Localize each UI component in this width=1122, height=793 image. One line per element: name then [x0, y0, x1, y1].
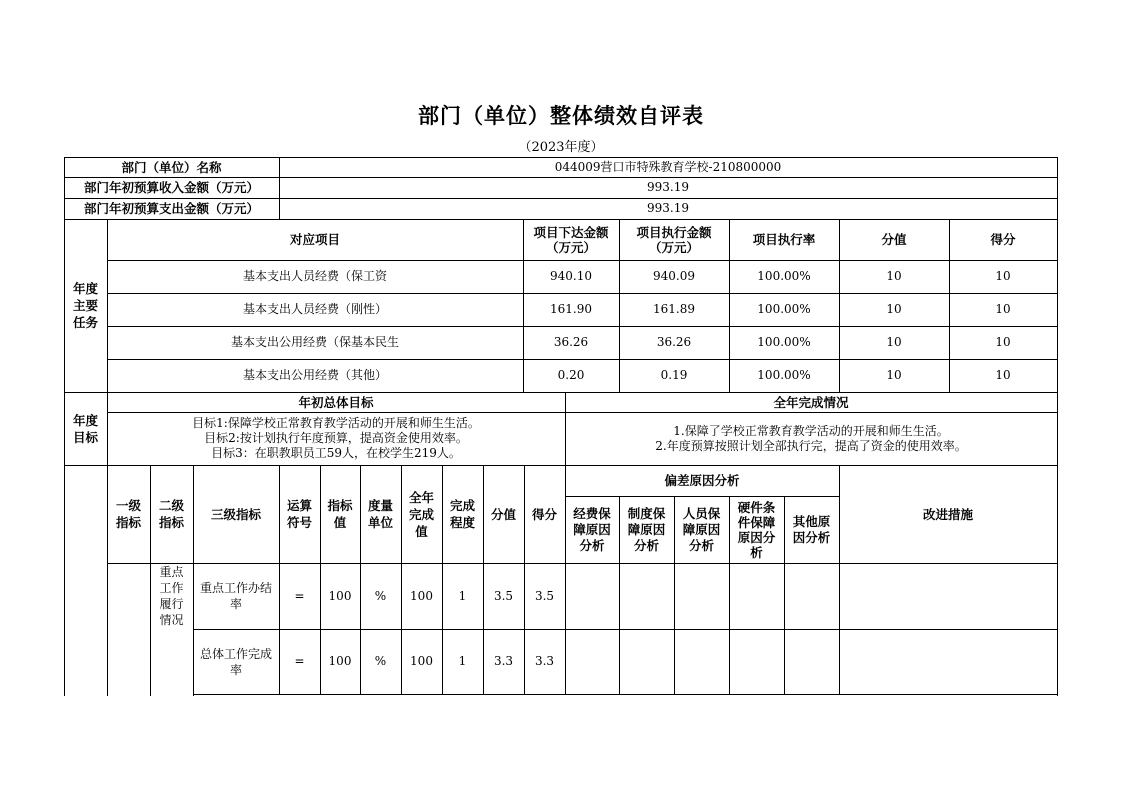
- ind-row-score-value: 3.3: [493, 654, 514, 668]
- ind-header-system: 制度保 障原因 分析: [627, 505, 666, 553]
- tasks-header-score: 得分: [990, 232, 1016, 247]
- task-project: 基本支出公用经费（保基本民生: [230, 335, 399, 349]
- ind-level2-key-work: 重点 工作 履行 情况: [159, 565, 184, 627]
- task-allocated: 161.90: [550, 302, 592, 316]
- task-executed: 940.09: [653, 269, 695, 283]
- tasks-section-label: 年度 主要 任务: [72, 281, 98, 330]
- ind-row-degree: 1: [458, 654, 467, 668]
- tasks-header-allocated: 项目下达金额（万元）: [533, 224, 609, 255]
- ind-header-hardware: 硬件条 件保障 原因分 析: [737, 499, 776, 560]
- ind-row-unit: %: [374, 654, 387, 668]
- ind-header-degree: 完成 程度: [449, 498, 475, 530]
- ind-row-actual: 100: [410, 654, 433, 668]
- goals-completion-header: 全年完成情况: [773, 394, 849, 410]
- info-label-income-budget: 部门年初预算收入金额（万元）: [83, 180, 259, 195]
- ind-header-actual: 全年 完成 值: [408, 489, 434, 539]
- ind-row-degree: 1: [458, 588, 467, 603]
- ind-header-level2: 二级 指标: [158, 498, 184, 530]
- ind-header-operator: 运算 符号: [286, 498, 312, 530]
- goals-section-label: 年度 目标: [72, 412, 98, 445]
- tasks-header-rate: 项目执行率: [752, 232, 816, 247]
- tasks-header-executed: 项目执行金额（万元）: [636, 224, 712, 255]
- info-label-unit-name: 部门（单位）名称: [121, 159, 222, 175]
- ind-row-operator: =: [294, 654, 305, 668]
- task-allocated: 36.26: [553, 335, 589, 349]
- ind-header-funding: 经费保 障原因 分析: [573, 505, 611, 553]
- task-executed: 161.89: [653, 302, 695, 316]
- task-project: 基本支出人员经费（刚性）: [242, 302, 387, 316]
- goals-initial-text: [107, 412, 565, 465]
- ind-row-score-value: 3.5: [493, 588, 514, 603]
- task-score: 10: [995, 269, 1011, 283]
- info-value-unit-name: 044009营口市特殊教育学校-210800000: [554, 159, 782, 174]
- ind-header-target: 指标 值: [327, 498, 353, 530]
- ind-header-other: 其他原 因分析: [792, 513, 831, 545]
- info-label-expense-budget: 部门年初预算支出金额（万元）: [83, 201, 259, 216]
- page-title: 部门（单位）整体绩效自评表: [418, 104, 704, 128]
- info-value-expense-budget: 993.19: [647, 201, 689, 215]
- ind-header-deviation: 偏差原因分析: [664, 473, 740, 488]
- ind-row-actual: 100: [410, 588, 433, 603]
- task-score-value: 10: [886, 368, 902, 382]
- ind-header-improve: 改进措施: [922, 506, 973, 522]
- task-score-value: 10: [886, 269, 902, 283]
- task-project: 基本支出人员经费（保工资: [242, 269, 387, 283]
- ind-header-level3: 三级指标: [210, 506, 261, 522]
- task-rate: 100.00%: [757, 335, 811, 349]
- completion-line: 1.保障了学校正常教育教学活动的开展和师生生活。: [673, 423, 949, 438]
- ind-header-score: 得分: [531, 506, 557, 522]
- ind-row-score: 3.5: [534, 588, 555, 603]
- task-rate: 100.00%: [757, 368, 811, 382]
- task-score: 10: [995, 368, 1011, 382]
- task-executed: 36.26: [656, 335, 692, 349]
- task-allocated: 940.10: [550, 269, 592, 283]
- ind-row-score: 3.3: [534, 654, 555, 668]
- completion-line: 2.年度预算按照计划全部执行完，提高了资金的使用效率。: [655, 438, 967, 453]
- ind-header-level1: 一级 指标: [115, 498, 141, 530]
- ind-header-score-value: 分值: [490, 506, 516, 522]
- ind-header-personnel: 人员保 障原因 分析: [682, 505, 721, 553]
- ind-row-unit: %: [374, 588, 387, 603]
- tasks-header-score-value: 分值: [881, 232, 907, 247]
- goals-initial-header: 年初总体目标: [298, 394, 374, 410]
- task-score-value: 10: [886, 335, 902, 349]
- goal-line: 目标1:保障学校正常教育教学活动的开展和师生生活。: [192, 416, 480, 430]
- task-project: 基本支出公用经费（其他）: [242, 368, 387, 382]
- task-allocated: 0.20: [557, 368, 585, 382]
- task-executed: 0.19: [660, 368, 688, 382]
- task-score-value: 10: [886, 302, 902, 316]
- goal-line: 目标3：在职教职员工59人，在校学生219人。: [211, 446, 461, 460]
- task-rate: 100.00%: [757, 302, 811, 316]
- ind-row-name: 重点工作办结 率: [199, 581, 272, 611]
- ind-row-name: 总体工作完成 率: [199, 646, 272, 677]
- info-value-income-budget: 993.19: [647, 180, 689, 194]
- ind-row-target: 100: [328, 588, 352, 603]
- task-rate: 100.00%: [757, 269, 811, 283]
- page-subtitle: （2023年度）: [518, 140, 604, 155]
- goals-completion-text: [565, 412, 1057, 465]
- ind-header-unit: 度量 单位: [367, 498, 393, 530]
- tasks-header-project: 对应项目: [289, 232, 340, 247]
- ind-row-operator: =: [294, 588, 305, 603]
- task-score: 10: [995, 335, 1011, 349]
- task-score: 10: [995, 302, 1011, 316]
- goal-line: 目标2:按计划执行年度预算，提高资金使用效率。: [204, 431, 468, 445]
- ind-row-target: 100: [328, 654, 352, 668]
